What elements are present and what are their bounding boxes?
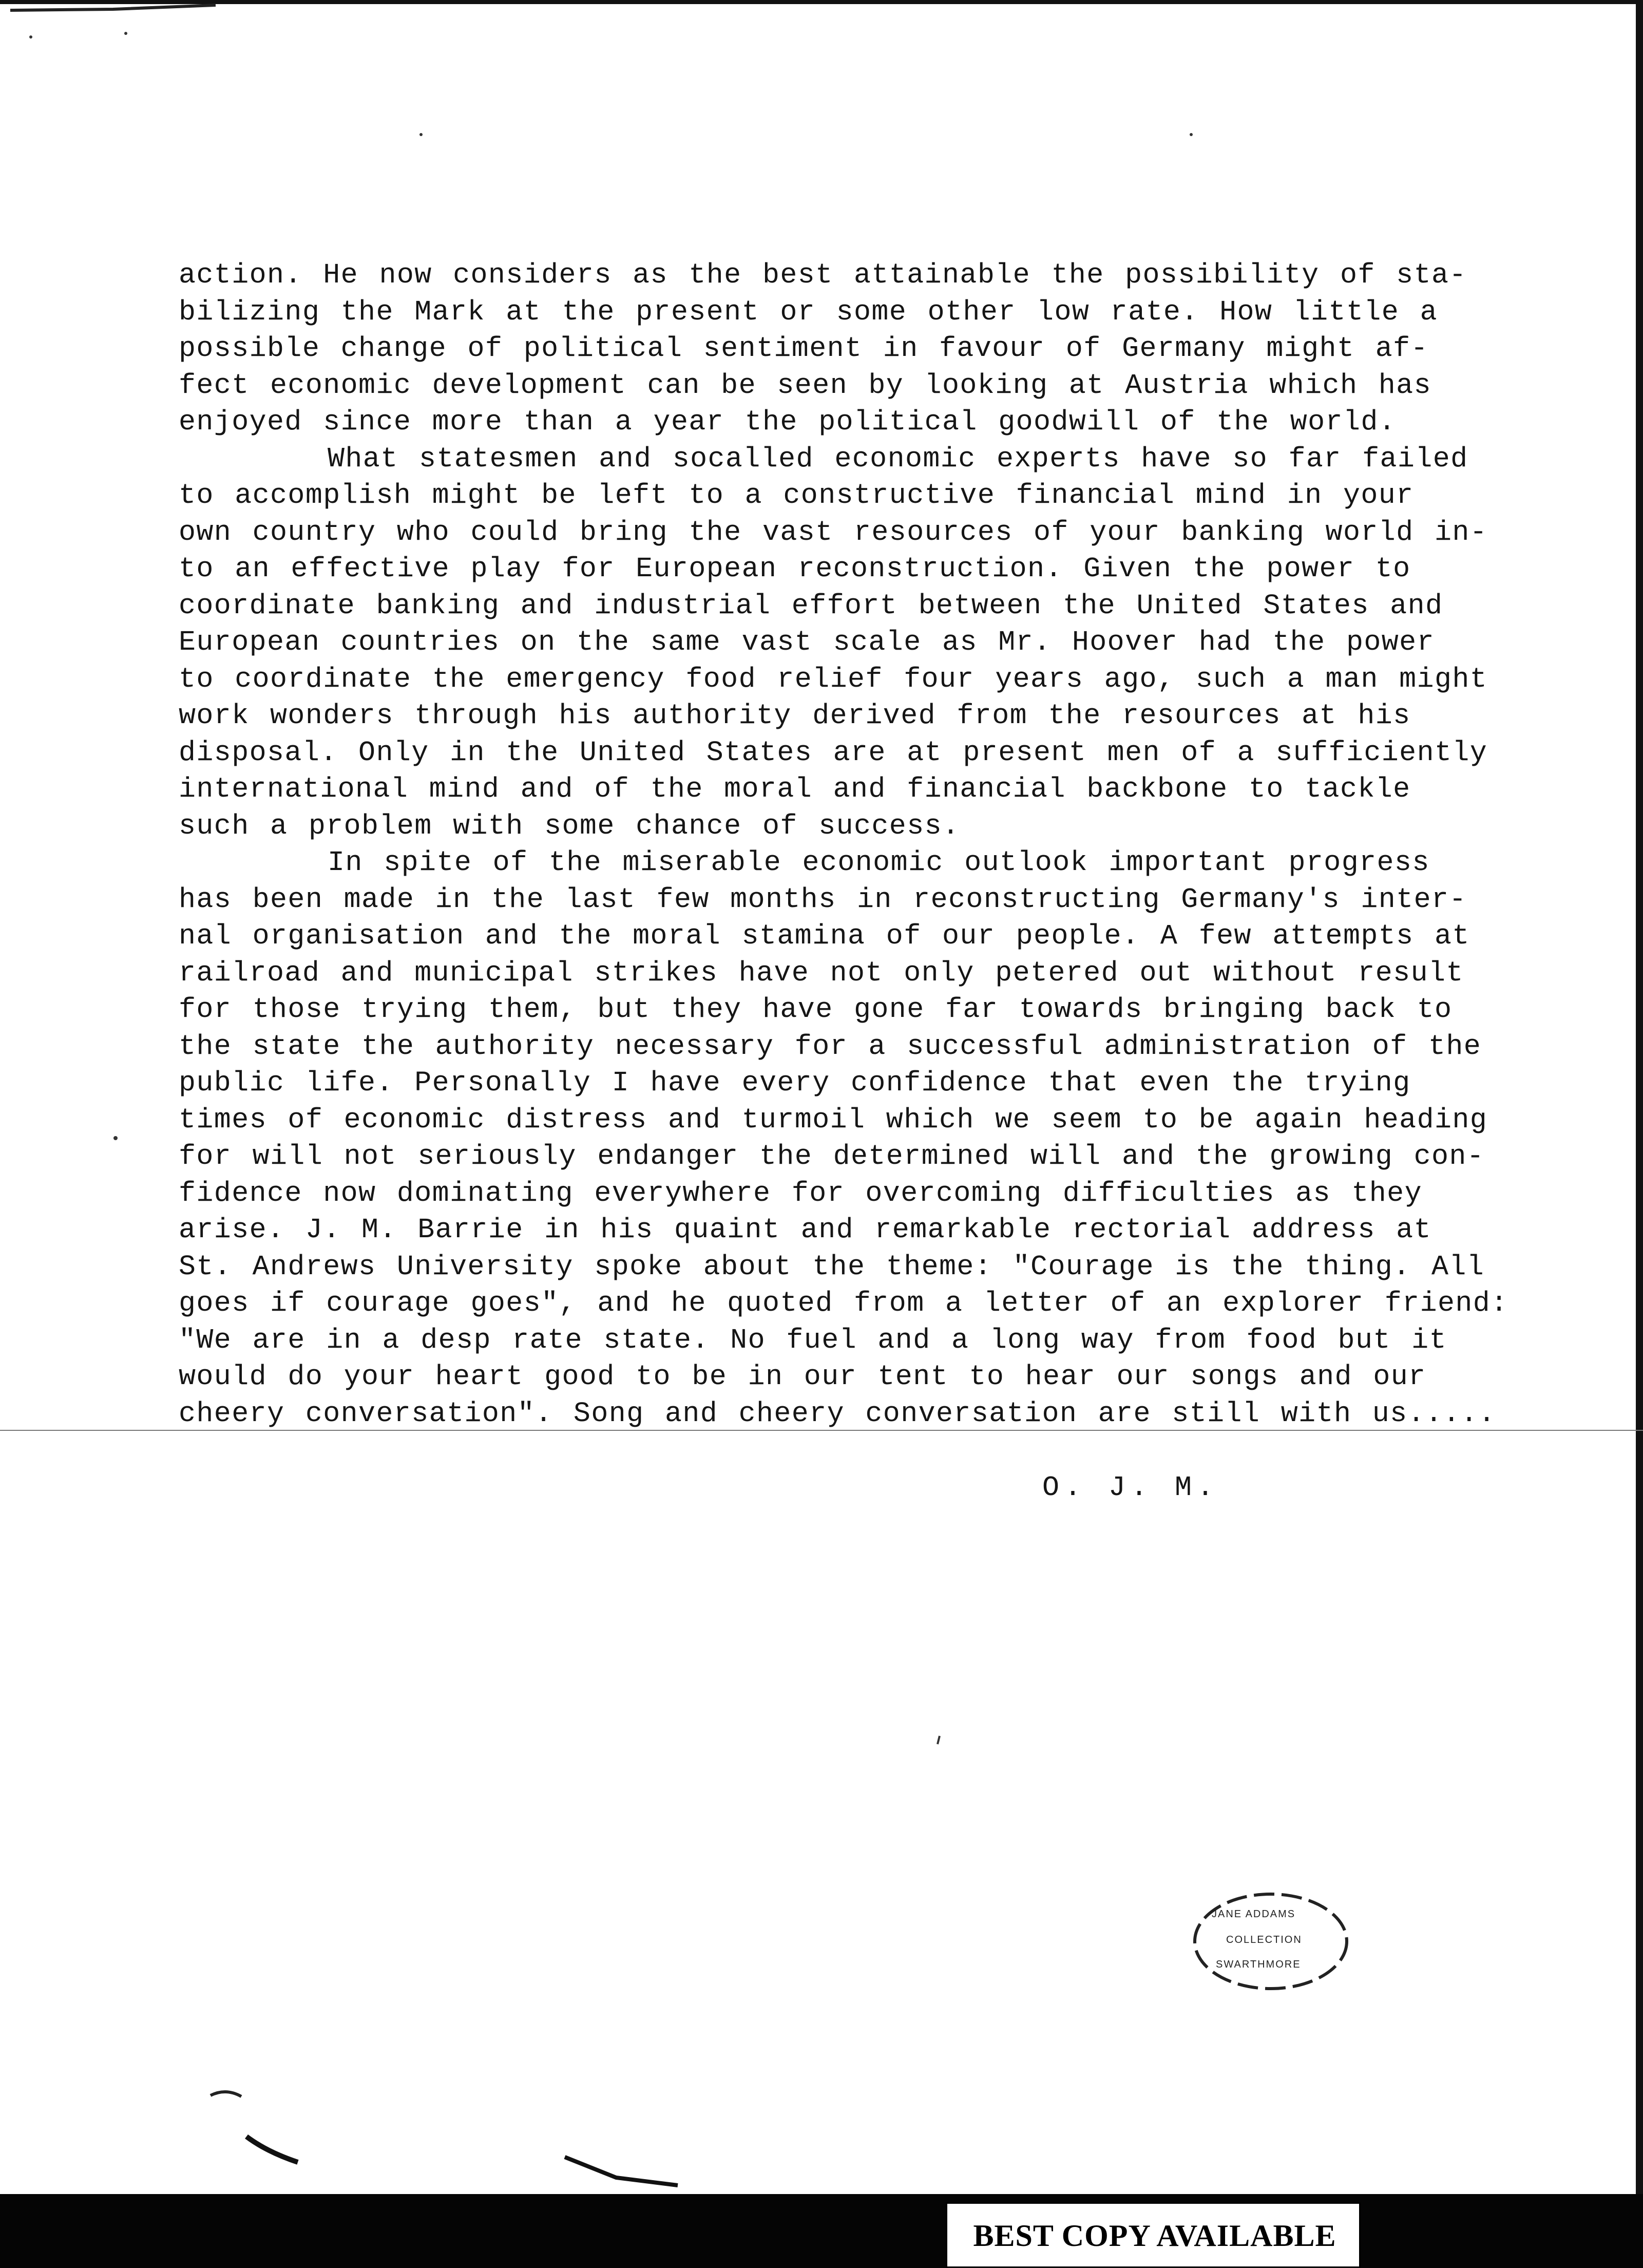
text-line: nal organisation and the moral stamina of our people. A few attempts at (179, 920, 1470, 952)
text-line: railroad and municipal strikes have not only petered out without result (179, 956, 1464, 989)
text-line: such a problem with some chance of success. (179, 809, 960, 842)
text-line: disposal. Only in the United States are at present men of a sufficiently (179, 736, 1488, 769)
text-line: European countries on the same vast scale as Mr. Hoover had the power (179, 626, 1435, 658)
signature-initials: O. J. M. (1042, 1471, 1219, 1504)
text-line: coordinate banking and industrial effort between the United States and (179, 589, 1443, 622)
text-line: to coordinate the emergency food relief four years ago, such a man might (179, 663, 1488, 695)
stamp-line-3: SWARTHMORE (1216, 1959, 1301, 1970)
text-line: to an effective play for European reconstruction. Given the power to (179, 553, 1411, 585)
text-line: bilizing the Mark at the present or some other low rate. How little a (179, 295, 1438, 328)
text-line: action. He now considers as the best attainable the possibility of sta- (179, 259, 1467, 291)
text-line: work wonders through his authority derived from the resources at his (179, 700, 1411, 732)
text-line: "We are in a desp rate state. No fuel and a long way from food but it (179, 1324, 1447, 1356)
text-line: fidence now dominating everywhere for overcoming difficulties as they (179, 1177, 1422, 1209)
text-line: arise. J. M. Barrie in his quaint and remarkable rectorial address at (179, 1214, 1431, 1246)
text-line: St. Andrews University spoke about the theme: "Courage is the thing. All (179, 1250, 1485, 1283)
text-line: for will not seriously endanger the determined will and the growing con- (179, 1140, 1485, 1173)
text-line: has been made in the last few months in reconstructing Germany's inter- (179, 883, 1467, 916)
text-line: In spite of the miserable economic outlook important progress (328, 846, 1430, 879)
stamp-line-1: JANE ADDAMS (1212, 1908, 1296, 1920)
text-line: the state the authority necessary for a successful administration of the (179, 1030, 1482, 1063)
scan-edge-bottom (0, 2194, 1643, 2268)
text-line: international mind and of the moral and financial backbone to tackle (179, 773, 1411, 805)
text-line: cheery conversation". Song and cheery conversation are still with us..... (179, 1397, 1496, 1430)
text-line: times of economic distress and turmoil which we seem to be again heading (179, 1103, 1488, 1136)
text-line: fect economic development can be seen by looking at Austria which has (179, 369, 1431, 402)
letter-body (179, 257, 1565, 1432)
best-copy-label: BEST COPY AVAILABLE (973, 2219, 1336, 2253)
text-line: What statesmen and socalled economic experts have so far failed (328, 442, 1468, 475)
text-line: enjoyed since more than a year the political goodwill of the world. (179, 406, 1397, 438)
text-line: public life. Personally I have every confidence that even the trying (179, 1067, 1411, 1099)
text-line: own country who could bring the vast resources of your banking world in- (179, 516, 1488, 549)
text-line: goes if courage goes", and he quoted from a letter of an explorer friend: (179, 1287, 1508, 1319)
stamp-line-2: COLLECTION (1226, 1934, 1302, 1945)
text-line: would do your heart good to be in our tent to hear our songs and our (179, 1360, 1426, 1393)
text-line: possible change of political sentiment in favour of Germany might af- (179, 332, 1428, 365)
best-copy-banner (946, 2202, 1361, 2268)
text-line: to accomplish might be left to a constructive financial mind in your (179, 479, 1414, 512)
text-line: for those trying them, but they have gone far towards bringing back to (179, 993, 1453, 1026)
